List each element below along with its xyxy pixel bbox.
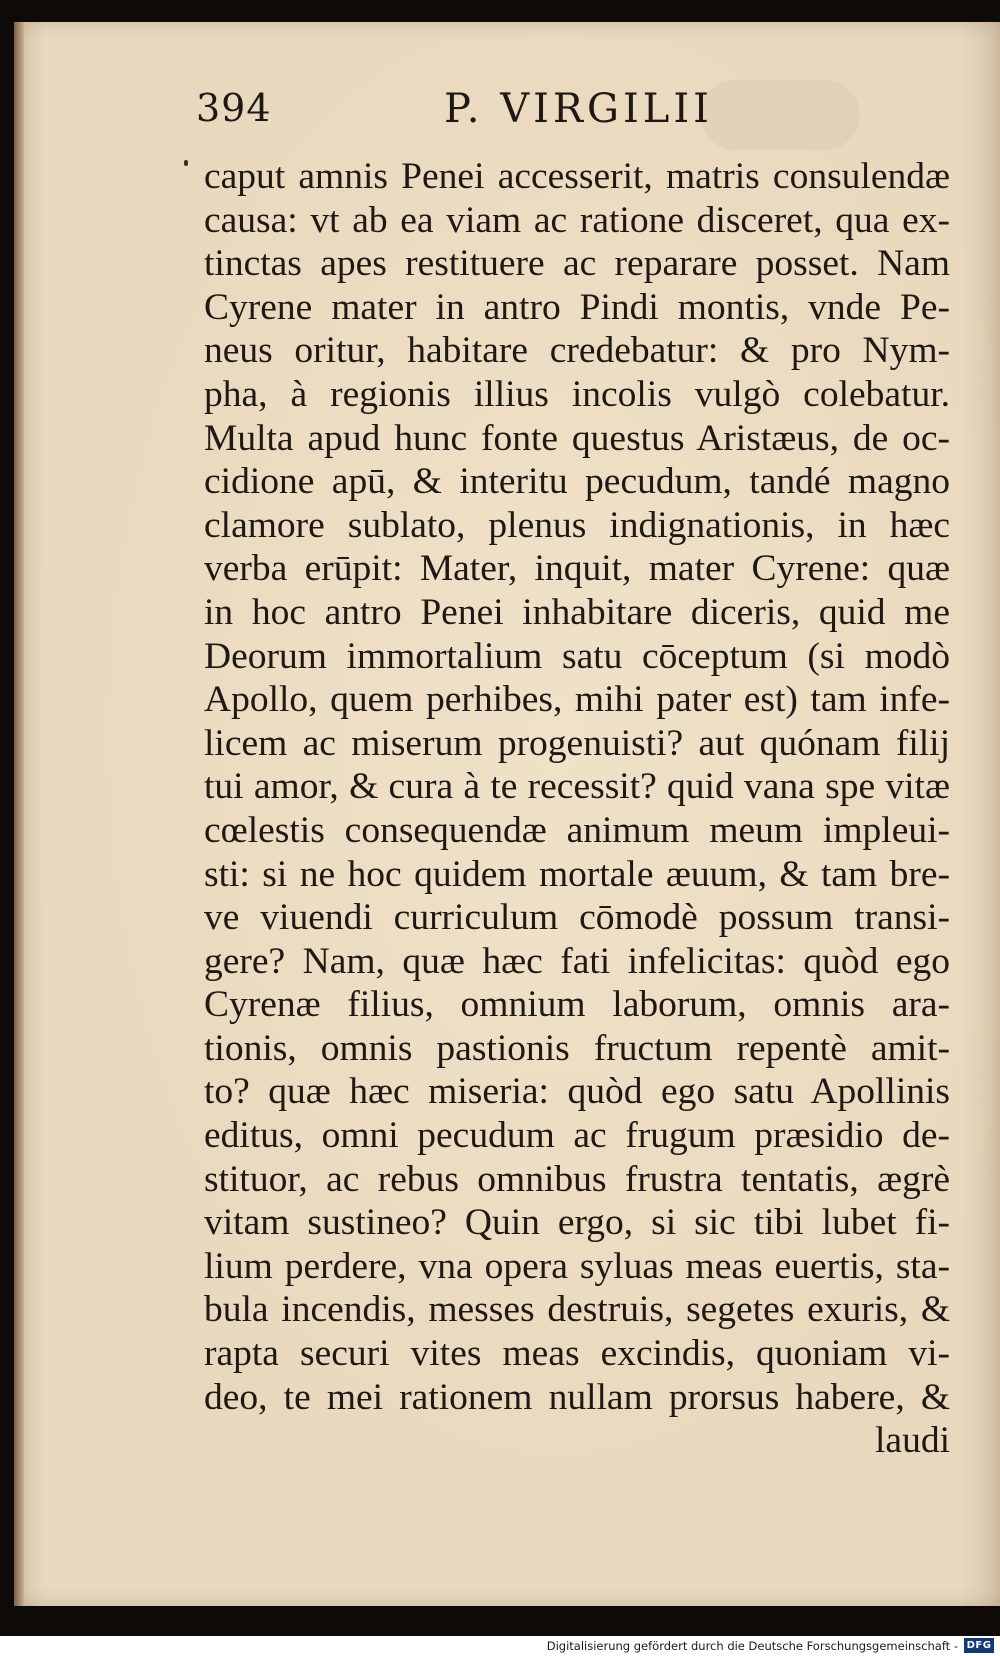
text-line: causa: vt ab ea viam ac ratione disceret, qua ex- [204,199,950,241]
text-line: verba erūpit: Mater, inquit, mater Cyrene: quæ [204,548,950,590]
text-line: lium perdere, vna opera syluas meas euertis, sta- [204,1245,950,1287]
text-line: sti: si ne hoc quidem mortale æuum, & tam bre- [204,853,950,895]
text-line: rapta securi vites meas excindis, quoniam vi- [204,1333,950,1375]
text-line: ve viuendi curriculum cōmodè possum transi- [204,897,950,939]
text-line: Cyrene mater in antro Pindi montis, vnde Pe- [204,286,950,328]
text-line: clamore sublato, plenus indignationis, in hæc [204,504,950,546]
dfg-logo: DFG [964,1638,994,1653]
ink-speck [184,160,188,166]
text-line: in hoc antro Penei inhabitare diceris, quid me [204,591,950,633]
text-line: licem ac miserum progenuisti? aut quónam filij [204,722,950,764]
digitization-credit: Digitalisierung gefördert durch die Deutsche Forschungsgemeinschaft - [546,1639,958,1653]
text-line: neus oritur, habitare credebatur: & pro Nym- [204,330,950,372]
text-line: pha, à regionis illius incolis vulgò colebatur. [204,373,950,415]
text-line: tinctas apes restituere ac reparare posset. Nam [204,243,950,285]
text-line: bula incendis, messes destruis, segetes exuris, & [204,1289,950,1331]
text-line: deo, te mei rationem nullam prorsus habere, & [204,1376,950,1418]
text-line: cidione apū, & interitu pecudum, tandé magno [204,461,950,503]
page-header [0,86,1000,146]
text-line: to? quæ hæc miseria: quòd ego satu Apollinis [204,1071,950,1113]
text-line: cœlestis consequendæ animum meum impleui- [204,809,950,851]
text-line: editus, omni pecudum ac frugum præsidio de- [204,1115,950,1157]
running-head: P. VIRGILII [444,86,713,132]
catchword: laudi [875,1420,950,1462]
page-gutter-edge [14,22,24,1606]
text-line: tui amor, & cura à te recessit? quid vana spe vitæ [204,766,950,808]
text-line: caput amnis Penei accesserit, matris consulendæ [204,156,950,197]
text-line: Multa apud hunc fonte questus Aristæus, de oc- [204,417,950,459]
text-line: Apollo, quem perhibes, mihi pater est) tam infe- [204,679,950,721]
text-line: tionis, omnis pastionis fructum repentè amit- [204,1027,950,1069]
page-number: 394 [196,86,272,130]
text-line: Cyrenæ filius, omnium laborum, omnis ara- [204,984,950,1026]
text-line: Deorum immortalium satu cōceptum (si modò [204,635,950,677]
text-line: vitam sustineo? Quin ergo, si sic tibi lubet fi- [204,1202,950,1244]
text-line: gere? Nam, quæ hæc fati infelicitas: quòd ego [204,940,950,982]
body-text [204,155,950,1463]
text-line: stituor, ac rebus omnibus frustra tentatis, ægrè [204,1158,950,1200]
